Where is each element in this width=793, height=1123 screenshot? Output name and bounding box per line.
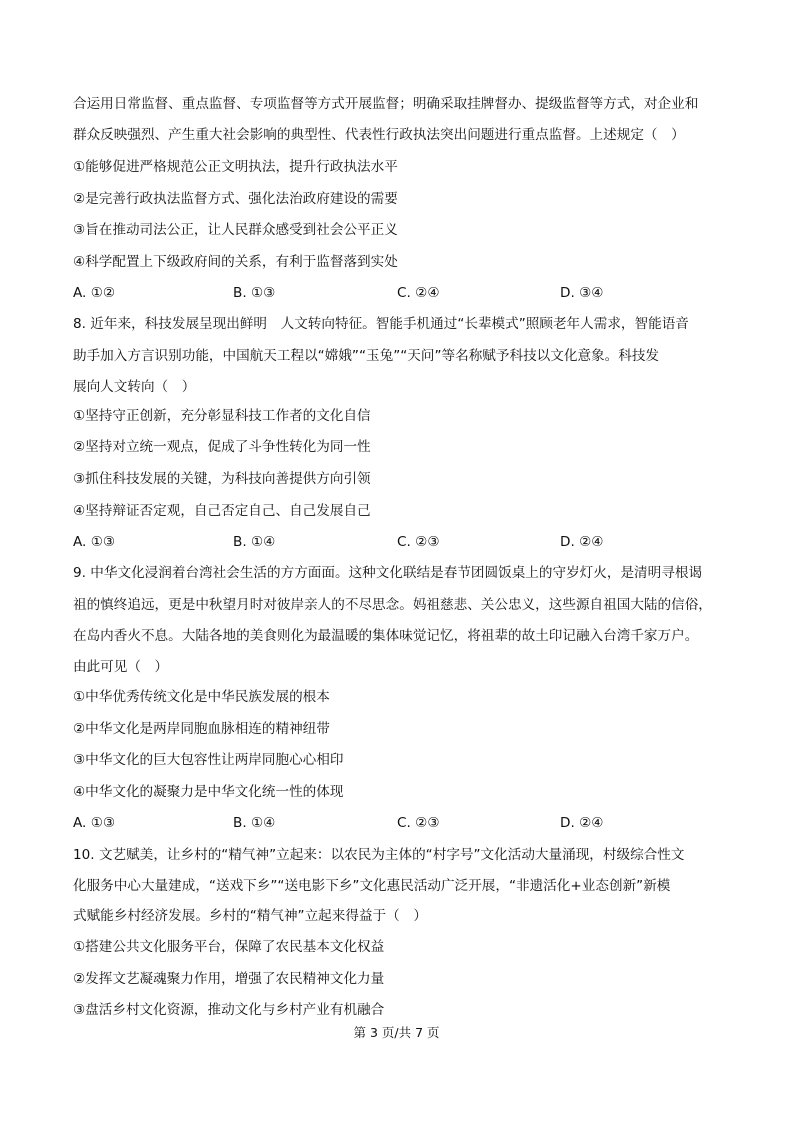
q9-text-line-3: 在岛内香火不息。大陆各地的美食则化为最温暖的集体味觉记忆，将祖辈的故土印记融入台湾千家万户。	[73, 628, 699, 644]
q7-text-line-2: 群众反映强烈、产生重大社会影响的典型性、代表性行政执法突出问题进行重点监督。上述规定（ ）	[73, 127, 685, 143]
q9-option-a[interactable]: A. ①③	[73, 815, 116, 831]
q9-text-line-1: 9. 中华文化浸润着台湾社会生活的方方面面。这种文化联结是春节团圆饭桌上的守岁灯火，是清明寻根谒	[73, 565, 703, 581]
q10-statement-3: ③盘活乡村文化资源，推动文化与乡村产业有机融合	[73, 1002, 385, 1018]
q9-option-c[interactable]: C. ②③	[397, 815, 440, 831]
q8-option-d[interactable]: D. ②④	[560, 534, 604, 550]
q8-statement-2: ②坚持对立统一观点，促成了斗争性转化为同一性	[73, 439, 371, 455]
q9-text-line-2: 祖的慎终追远，更是中秋望月时对彼岸亲人的不尽思念。妈祖慈悲、关公忠义，这些源自祖国大陆的信俗，	[73, 597, 712, 613]
q8-options	[73, 532, 723, 552]
q8-statement-3: ③抓住科技发展的关键，为科技向善提供方向引领	[73, 471, 371, 487]
q9-option-b[interactable]: B. ①④	[233, 815, 276, 831]
q7-option-d[interactable]: D. ③④	[560, 285, 604, 301]
q8-statement-1: ①坚持守正创新，充分彰显科技工作者的文化自信	[73, 408, 371, 424]
q8-option-c[interactable]: C. ②③	[397, 534, 440, 550]
q7-statement-2: ②是完善行政执法监督方式、强化法治政府建设的需要	[73, 191, 398, 207]
q8-text-line-3: 展向人文转向（ ）	[73, 379, 196, 395]
q9-statement-1: ①中华优秀传统文化是中华民族发展的根本	[73, 689, 330, 705]
q10-statement-2: ②发挥文艺凝魂聚力作用，增强了农民精神文化力量	[73, 971, 385, 987]
q10-text-line-1: 10. 文艺赋美，让乡村的“精气神”立起来：以农民为主体的“村字号”文化活动大量涌现，村级综合性文	[73, 847, 685, 863]
q9-text-line-4: 由此可见（ ）	[73, 659, 169, 675]
q8-text-line-1: 8. 近年来，科技发展呈现出鲜明 人文转向特征。智能手机通过“长辈模式”照顾老年人需求，智能语音	[73, 316, 689, 332]
q7-text-line-1: 合运用日常监督、重点监督、专项监督等方式开展监督；明确采取挂牌督办、提级监督等方式，对企业和	[73, 96, 699, 112]
page-number: 第 3 页/共 7 页	[353, 1025, 440, 1040]
q9-option-d[interactable]: D. ②④	[560, 815, 604, 831]
q9-statement-3: ③中华文化的巨大包容性让两岸同胞心心相印	[73, 752, 344, 768]
q10-text-line-3: 式赋能乡村经济发展。乡村的“精气神”立起来得益于（ ）	[73, 908, 427, 924]
q8-text-line-2: 助手加入方言识别功能，中国航天工程以“嫦娥”“玉兔”“天问”等名称赋予科技以文化意象。科技发	[73, 348, 660, 364]
q8-statement-4: ④坚持辩证否定观，自己否定自己、自己发展自己	[73, 503, 371, 519]
q8-option-b[interactable]: B. ①④	[233, 534, 276, 550]
q7-statement-1: ①能够促进严格规范公正文明执法，提升行政执法水平	[73, 159, 398, 175]
q10-text-line-2: 化服务中心大量建成，“送戏下乡”“送电影下乡”文化惠民活动广泛开展，“非遗活化+业态创新”新模	[73, 878, 671, 894]
q9-options	[73, 813, 723, 833]
q7-statement-4: ④科学配置上下级政府间的关系，有利于监督落到实处	[73, 254, 398, 270]
q7-option-b[interactable]: B. ①③	[233, 285, 276, 301]
q9-statement-4: ④中华文化的凝聚力是中华文化统一性的体现	[73, 784, 344, 800]
q7-option-a[interactable]: A. ①②	[73, 285, 116, 301]
q7-options	[73, 283, 723, 303]
q10-statement-1: ①搭建公共文化服务平台，保障了农民基本文化权益	[73, 939, 385, 955]
q8-option-a[interactable]: A. ①③	[73, 534, 116, 550]
q7-statement-3: ③旨在推动司法公正，让人民群众感受到社会公平正义	[73, 222, 398, 238]
q7-option-c[interactable]: C. ②④	[397, 285, 440, 301]
q9-statement-2: ②中华文化是两岸同胞血脉相连的精神纽带	[73, 721, 330, 737]
